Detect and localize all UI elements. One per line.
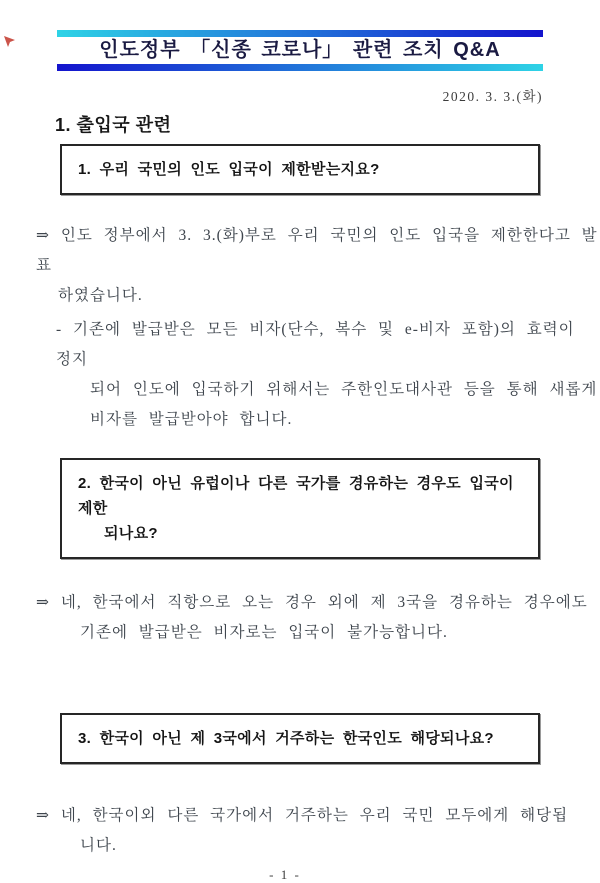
question-box-3	[60, 713, 540, 764]
question-3-text: 3. 한국이 아닌 제 3국에서 거주하는 한국인도 해당되나요?	[78, 730, 494, 747]
answer-line: ⇒ 네, 한국이외 다른 국가에서 거주하는 우리 국민 모두에게 해당됩	[36, 807, 569, 824]
answer-line: 니다.	[80, 837, 117, 854]
answer-block-2	[0, 588, 600, 648]
answer-line: ⇒ 네, 한국에서 직항으로 오는 경우 외에 제 3국을 경유하는 경우에도	[36, 594, 588, 611]
question-box-2	[60, 458, 540, 559]
question-2-text-cont: 되나요?	[104, 525, 158, 542]
banner-bottom-gradient-bar	[57, 64, 543, 71]
section-heading: 1. 출입국 관련	[55, 115, 172, 135]
question-2-text: 2. 한국이 아닌 유럽이나 다른 국가를 경유하는 경우도 입국이 제한	[78, 475, 514, 517]
question-box-1	[60, 144, 540, 195]
page-number: - 1 -	[269, 867, 301, 882]
answer-line: - 기존에 발급받은 모든 비자(단수, 복수 및 e-비자 포함)의 효력이 정지	[56, 321, 575, 368]
page-title: 인도정부 「신종 코로나」 관련 조치 Q&A	[99, 39, 501, 61]
title-banner	[57, 30, 543, 71]
document-page	[0, 30, 600, 882]
answer-line: 기존에 발급받은 비자로는 입국이 불가능합니다.	[80, 624, 448, 641]
red-corner-arrow-icon	[3, 35, 17, 49]
answer-line: ⇒ 인도 정부에서 3. 3.(화)부로 우리 국민의 인도 입국을 제한한다고 발표	[36, 227, 598, 274]
answer-block-1	[0, 221, 600, 435]
answer-line: 비자를 발급받아야 합니다.	[90, 411, 293, 428]
document-date: 2020. 3. 3.(화)	[442, 89, 543, 104]
answer-line: 하였습니다.	[58, 287, 143, 304]
answer-block-3	[0, 801, 600, 861]
answer-line: 되어 인도에 입국하기 위해서는 주한인도대사관 등을 통해 새롭게	[90, 381, 598, 398]
question-1-text: 1. 우리 국민의 인도 입국이 제한받는지요?	[78, 161, 380, 178]
banner-top-gradient-bar	[57, 30, 543, 37]
